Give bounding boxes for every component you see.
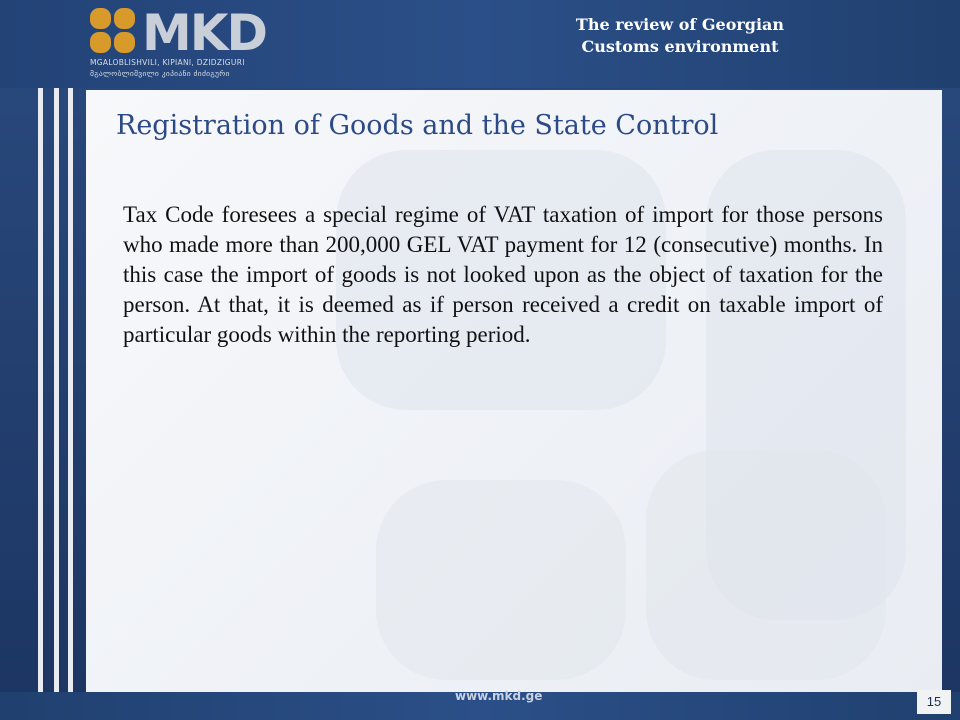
header-bar (0, 0, 960, 88)
header-title-line1: The review of Georgian (575, 15, 785, 34)
background-shape (646, 450, 886, 680)
logo-subtitle-georgian: მგალობლიშვილი კიპიანი ძიძიგური (90, 69, 230, 78)
company-logo (90, 4, 280, 80)
page-number: 15 (917, 690, 951, 714)
logo-mark-icon (90, 8, 136, 54)
header-title (500, 14, 860, 58)
footer-url: www.mkd.ge (455, 689, 543, 703)
slide-title: Registration of Goods and the State Control (116, 110, 719, 141)
header-title-line2: Customs environment (581, 37, 779, 56)
slide-content (86, 90, 942, 692)
background-shape (376, 480, 626, 680)
logo-subtitle: MGALOBLISHVILI, KIPIANI, DZIDZIGURI (90, 58, 245, 67)
logo-text: MKD (142, 4, 267, 62)
slide-body-text: Tax Code foresees a special regime of VAT taxation of import for those persons who made more than 200,000 GEL VAT payment for 12 (consecutive) months. In this case the import of goods is not looked upon as the object of taxation for the person. At that, it is deemed as if person received a credit on taxable import of particular goods within the reporting period. (123, 202, 883, 347)
